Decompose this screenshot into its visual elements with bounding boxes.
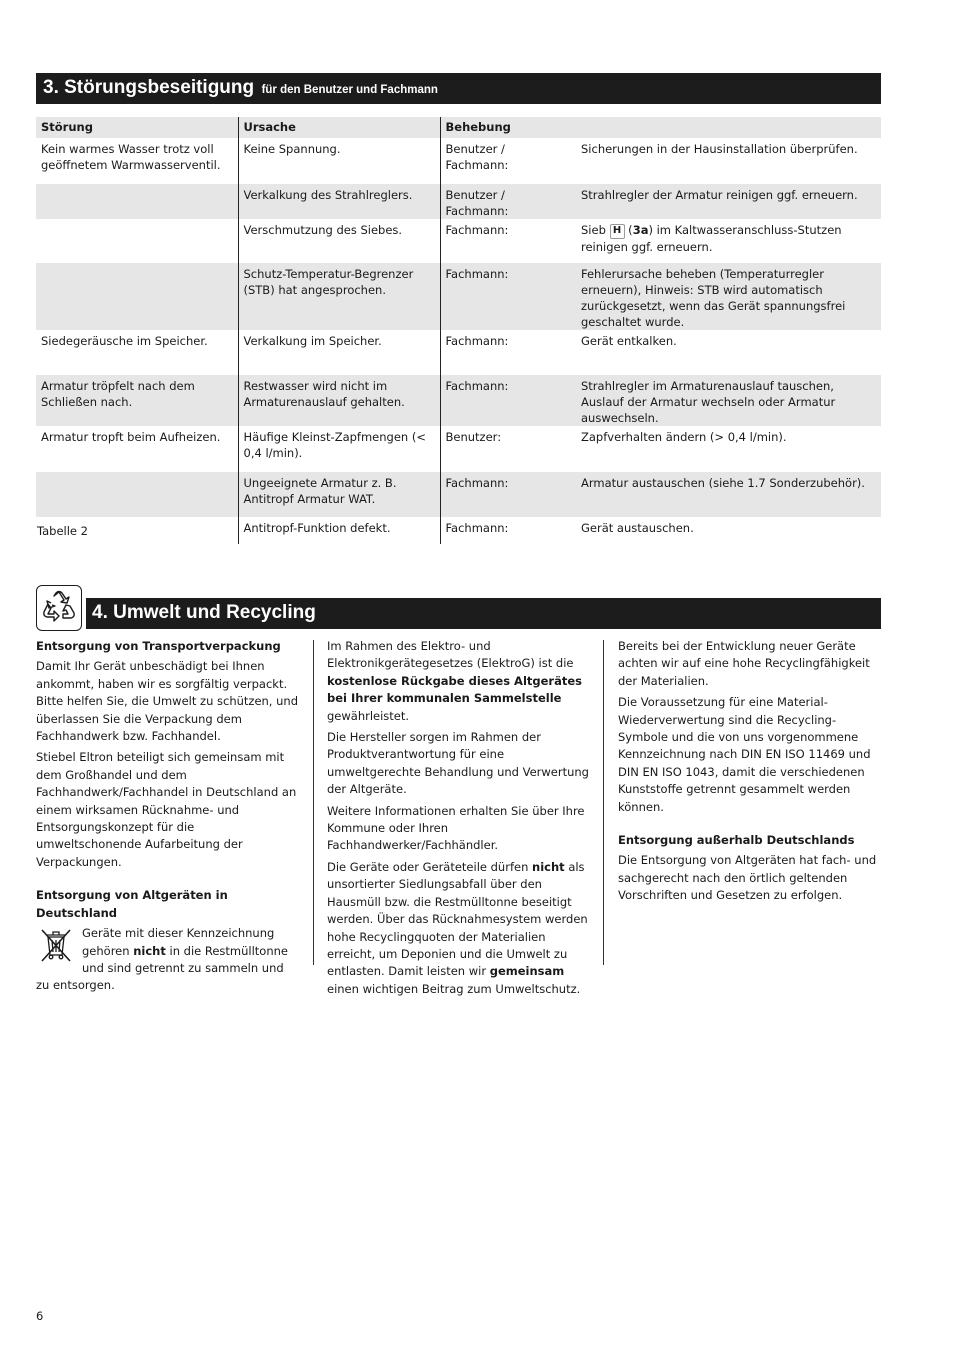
column-2	[327, 638, 592, 1002]
cell-behebung: Sieb H (3a) im Kaltwasseranschluss-Stutzen reinigen ggf. erneuern.	[581, 223, 842, 254]
cell-stoerung	[36, 472, 238, 517]
cell-ursache: Ungeeignete Armatur z. B. Antitropf Armatur WAT.	[238, 472, 440, 517]
section-3-title: 3. Störungsbeseitigung	[43, 77, 255, 98]
paragraph	[327, 859, 592, 998]
cell-stoerung: Armatur tröpfelt nach dem Schließen nach.	[36, 375, 238, 426]
cell-ursache: Verkalkung im Speicher.	[238, 330, 440, 375]
column-1	[36, 638, 298, 999]
paragraph: Die Entsorgung von Altgeräten hat fach- und sachgerecht nach den örtlich geltenden Vorschriften und Gesetzen zu erfolgen.	[618, 853, 877, 903]
table-row	[36, 184, 881, 219]
page-number: 6	[36, 1309, 44, 1323]
section-3-subtitle: für den Benutzer und Fachmann	[261, 84, 438, 96]
text: einen wichtigen Beitrag zum Umweltschutz.	[327, 981, 581, 996]
table-row	[36, 330, 881, 375]
cell-stoerung: Siedegeräusche im Speicher.	[36, 330, 238, 375]
cell-behebung: Gerät austauschen.	[581, 521, 694, 535]
paragraph: Die Hersteller sorgen im Rahmen der Produktverantwortung für eine umweltgerechte Behandlung und Verwertung der Altgeräte.	[327, 730, 589, 797]
cell-behebung: Gerät entkalken.	[581, 334, 677, 348]
bold-text: gemeinsam	[489, 964, 565, 979]
cell-stoerung: Kein warmes Wasser trotz voll geöffnetem Warmwasserventil.	[36, 138, 238, 184]
heading-transport: Entsorgung von Transportverpackung	[36, 639, 281, 653]
cell-stoerung: Armatur tropft beim Aufheizen.	[36, 426, 238, 472]
cell-behebung: Sicherungen in der Hausinstallation überprüfen.	[581, 142, 858, 156]
cell-wer: Fachmann:	[445, 223, 509, 237]
section-3-header	[36, 73, 881, 104]
bin-text-pre: Geräte mit dieser Kennzeichnung gehören	[82, 926, 275, 958]
heading-ausserhalb: Entsorgung außerhalb Deutschlands	[618, 833, 855, 848]
section-4-title: 4. Umwelt und Recycling	[86, 598, 881, 629]
header-behebung: Behebung	[440, 117, 881, 138]
fault-table	[36, 117, 881, 544]
bin-text-post: in die Restmülltonne und sind getrennt zu sammeln und zu entsorgen.	[36, 943, 288, 993]
cell-ursache: Verschmutzung des Siebes.	[238, 219, 440, 263]
bin-text-bold: nicht	[133, 943, 166, 958]
cell-wer: Fachmann:	[440, 472, 576, 517]
paragraph: Weitere Informationen erhalten Sie über Ihre Kommune oder Ihren Fachhandwerker/Fachhändler.	[327, 803, 585, 853]
cell-stoerung	[36, 263, 238, 330]
paragraph: Damit Ihr Gerät unbeschädigt bei Ihnen ankommt, haben wir es sorgfältig verpackt. Bitte helfen Sie, die Umwelt zu schützen, und überlassen Sie die Verpackung dem Fachhandwerk bzw. Fachhandel.	[36, 659, 298, 744]
table-row	[36, 426, 881, 472]
cell-stoerung	[36, 219, 238, 263]
column-divider	[313, 640, 314, 965]
text: Im Rahmen des Elektro- und Elektronikgerätegesetzes (ElektroG) ist die	[327, 639, 574, 671]
behebung-post: im Kaltwasseranschluss-Stutzen reinigen ggf. erneuern.	[581, 223, 842, 254]
paragraph: Die Voraussetzung für eine Material-Wiederverwertung sind die Recycling-Symbole und die von uns vorgenommene Kennzeichnung nach DIN EN ISO 11469 und DIN EN ISO 1043, damit die verschiedenen Kunststoffe getrennt gesammelt werden können.	[618, 695, 871, 814]
cell-behebung: Strahlregler der Armatur reinigen ggf. erneuern.	[576, 184, 881, 219]
cell-behebung: Zapfverhalten ändern (> 0,4 l/min).	[581, 430, 787, 444]
cell-ursache: Restwasser wird nicht im Armaturenauslauf gehalten.	[238, 375, 440, 426]
cell-behebung: Fehlerursache beheben (Temperaturregler erneuern), Hinweis: STB wird automatisch zurückgesetzt, wenn das Gerät spannungsfrei geschaltet wurde.	[576, 263, 881, 330]
column-3	[618, 638, 881, 909]
cell-ursache: Verkalkung des Strahlreglers.	[238, 184, 440, 219]
cell-wer: Benutzer / Fachmann:	[445, 142, 509, 172]
table-row	[36, 517, 881, 544]
table-caption: Tabelle 2	[37, 524, 88, 538]
cell-wer: Fachmann:	[440, 375, 576, 426]
header-stoerung: Störung	[36, 117, 238, 138]
text: gewährleistet.	[327, 708, 410, 723]
cell-wer: Fachmann:	[445, 334, 509, 348]
table-row	[36, 263, 881, 330]
table-row	[36, 375, 881, 426]
cell-wer: Benutzer / Fachmann:	[440, 184, 576, 219]
paragraph	[327, 638, 592, 725]
cell-ursache: Antitropf-Funktion defekt.	[238, 517, 440, 544]
paragraph: Stiebel Eltron beteiligt sich gemeinsam mit dem Großhandel und dem Fachhandwerk/Fachhandel in Deutschland an einem wirksamen Rücknahme- und Entsorgungskonzept für die umweltschonende Aufarbeitung der Verpackungen.	[36, 750, 297, 869]
cell-ursache: Schutz-Temperatur-Begrenzer (STB) hat angesprochen.	[238, 263, 440, 330]
text: Die Geräte oder Geräteteile dürfen	[327, 859, 529, 874]
header-ursache: Ursache	[238, 117, 440, 138]
cell-wer: Fachmann:	[440, 263, 576, 330]
table-row	[36, 138, 881, 184]
cell-ursache: Keine Spannung.	[238, 138, 440, 184]
paragraph: Bereits bei der Entwicklung neuer Geräte achten wir auf eine hohe Recyclingfähigkeit der Materialien.	[618, 639, 870, 688]
cell-behebung: Armatur austauschen (siehe 1.7 Sonderzubehör).	[576, 472, 881, 517]
crossed-out-bin-icon	[36, 927, 76, 963]
cell-wer: Benutzer:	[445, 430, 502, 444]
cell-wer: Fachmann:	[445, 521, 509, 535]
figure-ref: 3a	[632, 223, 649, 237]
column-divider	[603, 640, 604, 965]
cell-behebung: Strahlregler im Armaturenauslauf tauschen, Auslauf der Armatur wechseln oder Armatur auswechseln.	[576, 375, 881, 426]
bold-text: nicht	[532, 859, 565, 874]
table-row	[36, 472, 881, 517]
bold-text: kostenlose Rückgabe dieses Altgerätes bei Ihrer kommunalen Sammelstelle	[327, 673, 583, 706]
key-h-icon: H	[610, 224, 625, 239]
text: als unsortierter Siedlungsabfall über den Hausmüll bzw. die Restmülltonne beseitigt werden. Über das Rücknahmesystem werden hohe Recyclingquoten der Materialien erreicht, um Deponien und die Umwelt zu entlasten. Damit leisten wir	[327, 859, 588, 979]
paragraph	[36, 925, 298, 995]
table-row	[36, 219, 881, 263]
table-header-row	[36, 117, 881, 138]
heading-altgeraete: Entsorgung von Altgeräten in Deutschland	[36, 888, 228, 920]
cell-stoerung	[36, 184, 238, 219]
cell-ursache: Häufige Kleinst-Zapfmengen (< 0,4 l/min).	[238, 426, 440, 472]
behebung-pre: Sieb	[581, 223, 606, 237]
recycling-icon	[36, 585, 82, 631]
